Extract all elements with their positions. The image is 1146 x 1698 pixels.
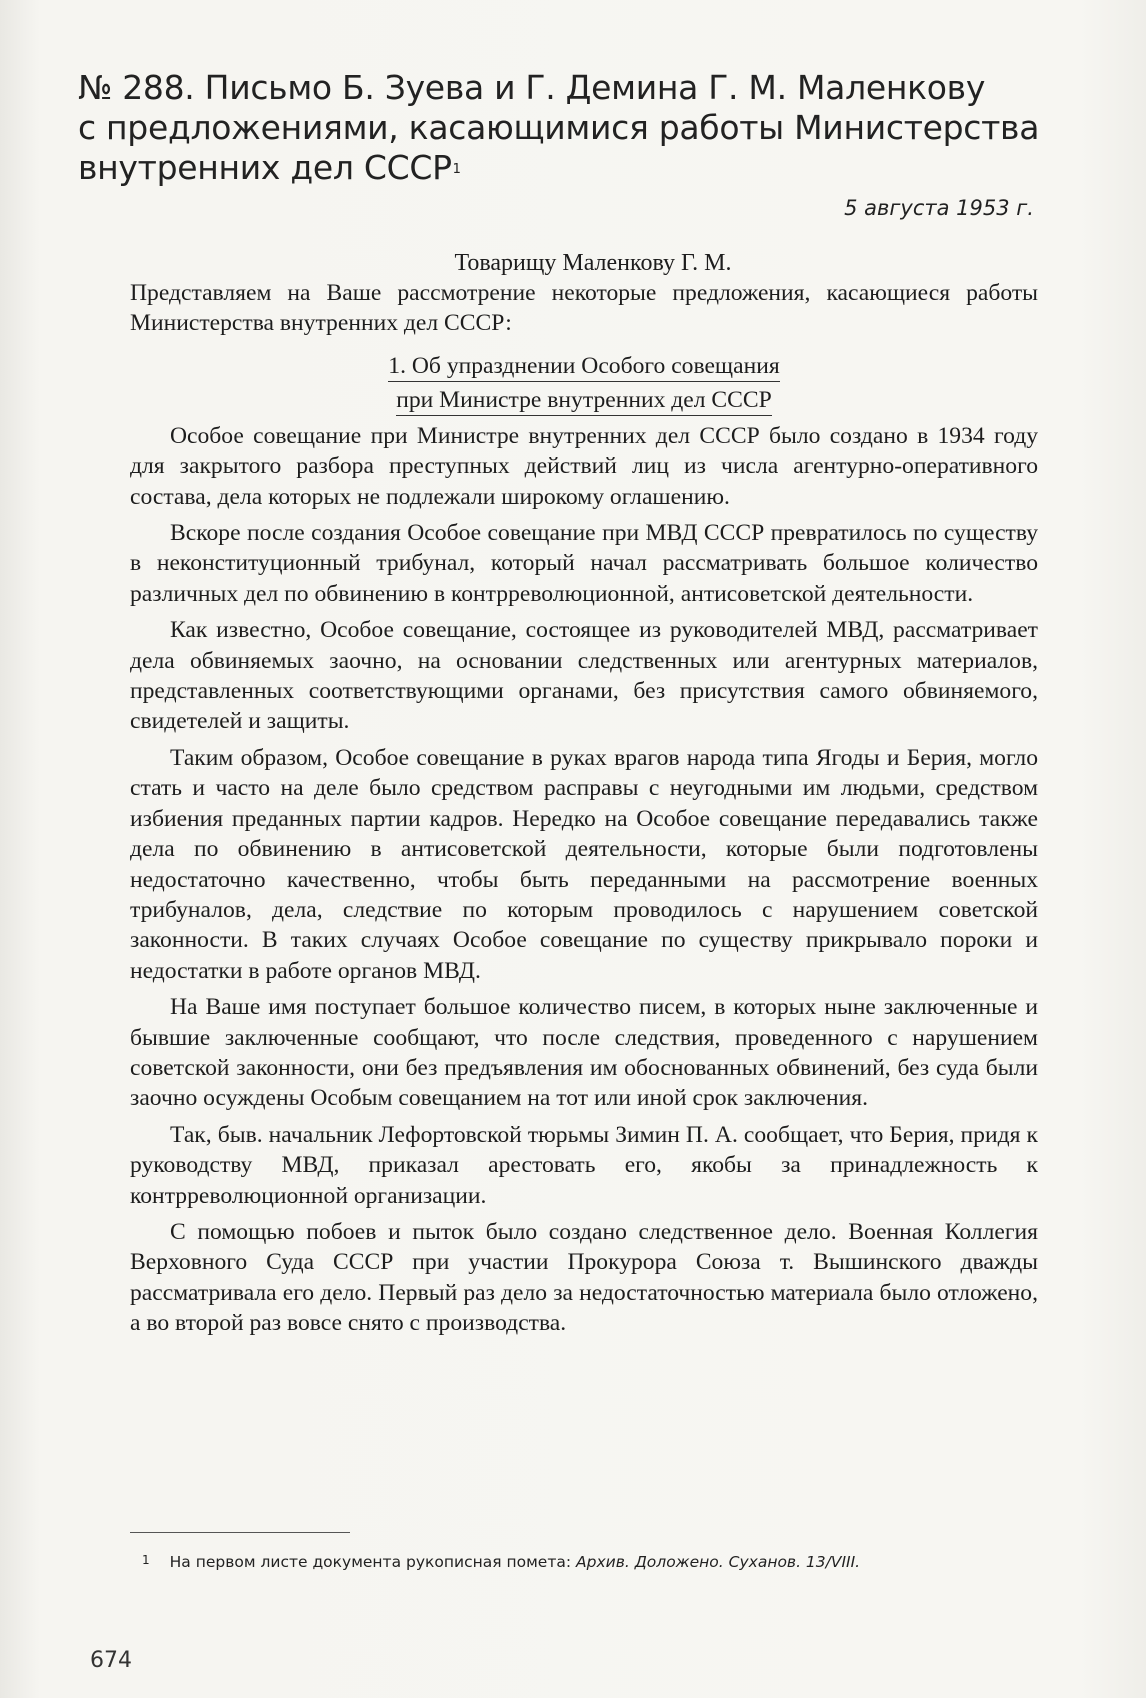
footnote-mark: 1 — [142, 1553, 150, 1567]
page-number: 674 — [90, 1648, 132, 1673]
intro-paragraph: Представляем на Ваше рассмотрение некоторые предложения, касающиеся работы Министерства внутренних дел СССР: — [130, 280, 1038, 337]
title-line-3 — [78, 148, 1038, 188]
document-body — [130, 278, 1038, 1345]
footnote-divider — [130, 1532, 350, 1533]
document-date: 5 августа 1953 г. — [844, 196, 1034, 220]
title-footnote-mark: 1 — [452, 162, 461, 177]
title-line-3-text: внутренних дел СССР — [78, 148, 452, 187]
footnote-text: На первом листе документа рукописная помета: — [169, 1553, 577, 1571]
footnote — [142, 1553, 860, 1571]
body-paragraph-7: С помощью побоев и пыток было создано следственное дело. Военная Коллегия Верховного Суда СССР при участии Прокурора Союза т. Вышинского дважды рассматривала его дело. Первый раз дело за недостаточностью материала было отложено, а во второй раз вовсе снято с производства. — [130, 1218, 1038, 1337]
section-heading-line-1: 1. Об упразднении Особого совещания — [388, 351, 779, 382]
title-line-2: с предложениями, касающимися работы Министерства — [78, 108, 1040, 147]
body-paragraph-4: Таким образом, Особое совещание в руках врагов народа типа Ягоды и Берия, могло стать и часто на деле было средством расправы с неугодными им людьми, средством избиения преданных партии кадров. Нередко на Особое совещание передавались также дела по обвинению в антисоветской деятельности, которые были подготовлены недостаточно качественно, чтобы быть переданными на рассмотрение военных трибуналов, дела, следствие по которым проводилось с нарушением советской законности. В таких случаях Особое совещание по существу прикрывало пороки и недостатки в работе органов МВД. — [130, 744, 1038, 984]
document-title — [78, 68, 1038, 188]
section-heading-line-2: при Министре внутренних дел СССР — [396, 385, 772, 416]
body-paragraph-6: Так, быв. начальник Лефортовской тюрьмы Зимин П. А. сообщает, что Берия, придя к руководству МВД, приказал арестовать его, якобы за принадлежность к контрреволюционной организации. — [130, 1121, 1038, 1209]
body-paragraph-3: Как известно, Особое совещание, состоящее из руководителей МВД, рассматривает дела обвиняемых заочно, на основании следственных или агентурных материалов, представленных соответствующими органами, без присутствия самого обвиняемого, свидетелей и защиты. — [130, 617, 1038, 735]
body-paragraph-2: Вскоре после создания Особое совещание при МВД СССР превратилось по существу в неконституционный трибунал, который начал рассматривать большое количество различных дел по обвинению в контрреволюционной, антисоветской деятельности. — [130, 520, 1038, 607]
section-heading — [130, 349, 1038, 417]
addressee: Товарищу Маленкову Г. М. — [454, 250, 732, 276]
body-paragraph-1: Особое совещание при Министре внутренних дел СССР было создано в 1934 году для закрытого разбора преступных действий лиц из числа агентурно-оперативного состава, дела которых не подлежали широкому оглашению. — [130, 422, 1038, 510]
footnote-italic-text: Архив. Доложено. Суханов. 13/VIII. — [576, 1553, 861, 1571]
title-line-1: № 288. Письмо Б. Зуева и Г. Демина Г. М. Маленкову — [78, 68, 986, 107]
body-paragraph-5: На Ваше имя поступает большое количество писем, в которых ныне заключенные и бывшие заключенные сообщают, что после следствия, проведенного с нарушением советской законности, они без предъявления им обоснованных обвинений, без суда были заочно осуждены Особым совещанием на тот или иной срок заключения. — [130, 994, 1038, 1112]
